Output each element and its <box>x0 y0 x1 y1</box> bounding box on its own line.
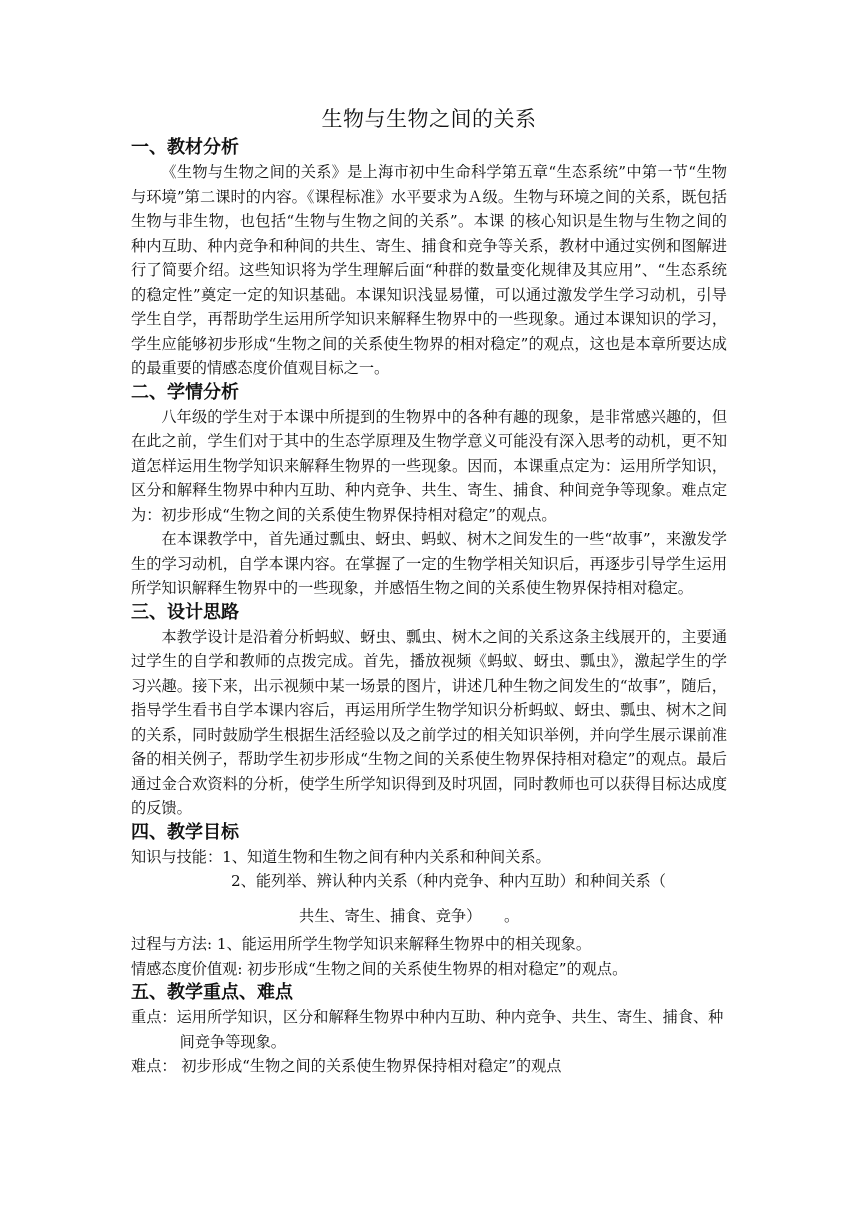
section-textbook-analysis <box>131 136 727 381</box>
difficult-point: 难点： 初步形成“生物之间的关系使生物界保持相对稳定”的观点 <box>131 1057 562 1075</box>
section-heading: 四、教学目标 <box>131 821 239 843</box>
section-student-analysis <box>131 381 727 601</box>
section-design-idea <box>131 601 727 821</box>
goal-knowledge-2-cont: 共生、寄生、捕食、竞争） 。 <box>299 906 520 925</box>
section-heading: 三、设计思路 <box>131 601 239 623</box>
section-key-points <box>131 981 727 1079</box>
paragraph: 《生物与生物之间的关系》是上海市初中生命科学第五章“生态系统”中第一节“生物与环境”第二课时的内容。《课程标准》水平要求为Ａ级。生物与环境之间的关系，既包括生物与非生物，也包括“生物与生物之间的关系”。本课 的核心知识是生物与生物之间的种内互助、种内竞争和种间的共生、寄生、捕食和竞争等关系，教材中通过实例和图解进行了简要介绍。这些知识将为学生理解后面“种群的数量变化规律及其应用”、“生态系统的稳定性”奠定一定的知识基础。本课知识浅显易懂，可以通过激发学生学习动机，引导学生自学，再帮助学生运用所学知识来解释生物界中的一些现象。通过本课知识的学习，学生应能够初步形成“生物之间的关系使生物界的相对稳定”的观点，这也是本章所要达成的最重要的情感态度价值观目标之一。 <box>131 163 727 377</box>
goal-method: 过程与方法: 1、能运用所学生物学知识来解释生物界中的相关现象。 <box>131 935 592 953</box>
paragraph: 在本课教学中，首先通过瓢虫、蚜虫、蚂蚁、树木之间发生的一些“故事”，来激发学生的学习动机，自学本课内容。在掌握了一定的生物学相关知识后，再逐步引导学生运用所学知识解释生物界中的一些现象，并感悟生物之间的关系使生物界保持相对稳定。 <box>131 530 727 597</box>
key-point: 重点：运用所学知识，区分和解释生物界中种内互助、种内竞争、共生、寄生、捕食、种间竞争等现象。 <box>131 1008 724 1051</box>
section-teaching-goals <box>131 821 727 982</box>
document-page <box>131 104 727 1079</box>
document-title: 生物与生物之间的关系 <box>321 107 537 131</box>
goal-values: 情感态度价值观: 初步形成“生物之间的关系使生物界的相对稳定”的观点。 <box>131 959 628 978</box>
section-heading: 五、教学重点、难点 <box>131 982 293 1003</box>
section-heading: 一、教材分析 <box>131 137 239 158</box>
paragraph: 八年级的学生对于本课中所提到的生物界中的各种有趣的现象，是非常感兴趣的，但在此之前，学生们对于其中的生态学原理及生物学意义可能没有深入思考的动机，更不知道怎样运用生物学知识来解释生物界的一些现象。因而，本课重点定为：运用所学知识，区分和解释生物界中种内互助、种内竞争、共生、寄生、捕食、种间竞争等现象。难点定为：初步形成“生物之间的关系使生物界保持相对稳定”的观点。 <box>131 407 727 524</box>
goal-knowledge-1: 知识与技能：1、知道生物和生物之间有种内关系和种间关系。 <box>131 847 551 866</box>
goal-knowledge-2: 2、能列举、辨认种内关系（种内竞争、种内互助）和种间关系（ <box>231 872 666 890</box>
paragraph: 本教学设计是沿着分析蚂蚁、蚜虫、瓢虫、树木之间的关系这条主线展开的，主要通过学生的自学和教师的点拨完成。首先，播放视频《蚂蚁、蚜虫、瓢虫》，激起学生的学习兴趣。接下来，出示视频中某一场景的图片，讲述几种生物之间发生的“故事”，随后，指导学生看书自学本课内容后，再运用所学生物学知识分析蚂蚁、蚜虫、瓢虫、树木之间的关系，同时鼓励学生根据生活经验以及之前学过的相关知识举例，并向学生展示课前准备的相关例子，帮助学生初步形成“生物之间的关系使生物界保持相对稳定”的观点。最后通过金合欢资料的分析，使学生所学知识得到及时巩固，同时教师也可以获得目标达成度的反馈。 <box>131 627 727 817</box>
section-heading: 二、学情分析 <box>131 381 239 403</box>
